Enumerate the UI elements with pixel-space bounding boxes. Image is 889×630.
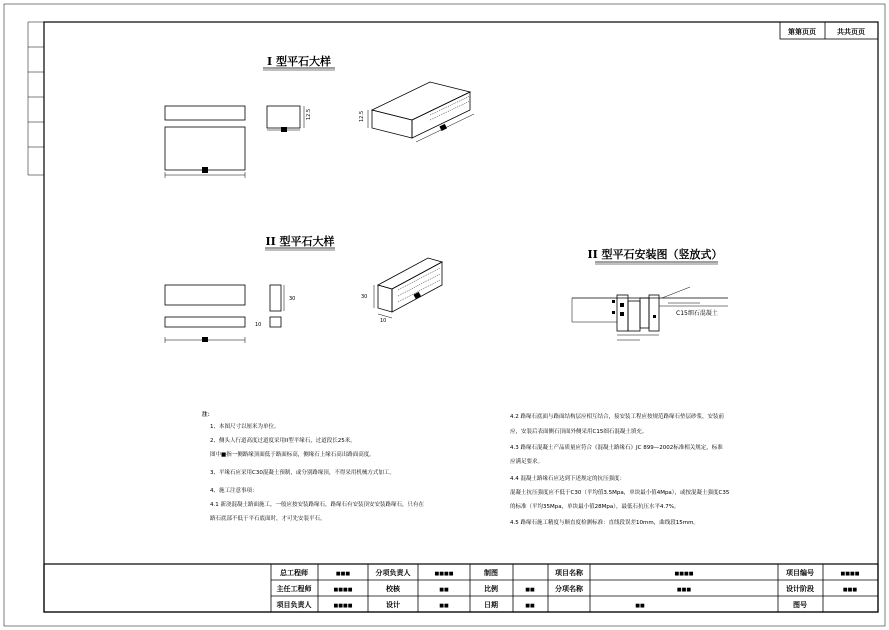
tb-r2-c3: ■■ — [439, 587, 449, 593]
note-right-3: 应满足要求。 — [510, 459, 544, 465]
type2-section-view — [255, 285, 295, 328]
type1-plan-view — [165, 106, 245, 178]
tb-r2-c6: 分项名称 — [555, 585, 583, 593]
note-left-3: 3、平缘石应采用C30混凝土预制，或分别路缘顶，不得采用机械方式加工。 — [210, 470, 395, 476]
binding-strip — [28, 22, 44, 175]
note-right-7: 4.5 路缘石施工精度与顺直度检测标准：直线段误差10mm，曲线段15mm。 — [510, 520, 699, 526]
title-block — [44, 564, 878, 612]
tb-r3-c0: 项目负责人 — [276, 601, 312, 609]
tb-r1-c2: 分项负责人 — [375, 569, 411, 577]
type2-dim-height: 30 — [289, 296, 296, 302]
page-current: 第第页页 — [788, 28, 816, 36]
tb-right-4: 图号 — [793, 601, 807, 609]
type2-isometric — [361, 258, 442, 324]
tb-r3-c7: ■■ — [635, 603, 645, 609]
section2-title: II 型平石大样 — [265, 235, 335, 248]
tb-r3-c2: 设计 — [386, 601, 400, 609]
note-left-1: 2、侧头人行道高度过道度采用II型平缘石，过道段长25米。 — [210, 438, 356, 444]
tb-r1-c6: 项目名称 — [555, 569, 583, 577]
tb-r3-c3: ■■ — [439, 603, 449, 609]
note-left-6: 路石底部不低于平石底面时，才可先安装平石。 — [210, 516, 326, 522]
tb-right-1: ■■■■ — [840, 571, 860, 577]
tb-r2-c0: 主任工程师 — [276, 585, 312, 593]
note-left-2: 图中■指一侧路缘顶面低于路面标高，侧缘石上缘石高出路面高度。 — [210, 452, 375, 458]
type1-isometric — [359, 82, 474, 142]
tb-r1-c7: ■■■■ — [674, 571, 694, 577]
tb-r1-c3: ■■■■ — [434, 571, 454, 577]
tb-r2-c1: ■■■■ — [333, 587, 353, 593]
tb-right-2: 设计阶段 — [786, 585, 814, 593]
type1-dim-height: 12.5 — [306, 108, 312, 120]
note-left-0: 1、本图尺寸以厘米为单位。 — [210, 424, 280, 430]
install-label: C15细石混凝土 — [676, 310, 718, 317]
type2-plan-view — [165, 285, 245, 343]
tb-r1-c4: 制图 — [484, 569, 498, 577]
tb-r3-c5: ■■ — [525, 603, 535, 609]
notes-block — [202, 410, 730, 526]
note-right-1: 应，安装后表面侧石顶面外侧采用C15细石混凝土填充。 — [510, 429, 648, 435]
page-total: 共共页页 — [837, 28, 865, 36]
note-right-2: 4.3 路缘石混凝土产品质量应符合《混凝土路缘石》JC 899—2002标准相关规定，标准 — [510, 445, 723, 451]
notes-heading: 注： — [202, 412, 214, 418]
note-right-6: 的标准（平均35Mpa，单块最小值28Mpa），最低石抗压水平4.7%。 — [510, 504, 680, 510]
tb-r2-c5: ■■ — [525, 587, 535, 593]
note-right-5: 混凝土抗压强度应不低于C30（平均值3.5Mpa，单块最小值4Mpa），或按混凝土强度C35 — [510, 490, 730, 496]
tb-r1-c0: 总工程师 — [280, 569, 308, 577]
page-number-box — [780, 22, 878, 39]
type1-section-view — [267, 106, 312, 132]
type1-iso-dim: 12.5 — [359, 110, 365, 122]
tb-right-3: ■■■ — [842, 587, 858, 593]
tb-r2-c7: ■■■ — [676, 587, 692, 593]
tb-r2-c4: 比例 — [484, 585, 498, 593]
type2-iso-dim-h: 30 — [361, 294, 368, 300]
note-left-4: 4、施工注意事项： — [210, 488, 258, 494]
tb-right-0: 项目编号 — [786, 569, 814, 577]
type2-install-detail — [572, 287, 728, 340]
tb-r3-c4: 日期 — [484, 601, 498, 609]
outer-frame — [4, 4, 885, 626]
tb-r1-c1: ■■■ — [335, 571, 351, 577]
section1-title: I 型平石大样 — [267, 55, 331, 68]
tb-r3-c1: ■■■■ — [333, 603, 353, 609]
section3-title: II 型平石安装图（竖放式） — [587, 248, 723, 261]
note-right-0: 4.2 路缘石底面与路面结构层应相互结合，接安装工程应按规范路缘石垫层砂浆，安装前 — [510, 414, 724, 420]
note-left-5: 4.1 新浇混凝土路面施工，一般应按安装路缘石，路缘石有安装顶安安装路缘石，只有在 — [210, 502, 424, 508]
type2-iso-dim-w: 10 — [380, 318, 387, 324]
type2-dim-small: 10 — [255, 322, 262, 328]
note-right-4: 4.4 混凝土路缘石应达到下述规定的抗压强度： — [510, 476, 625, 482]
tb-r2-c2: 校核 — [386, 585, 400, 593]
